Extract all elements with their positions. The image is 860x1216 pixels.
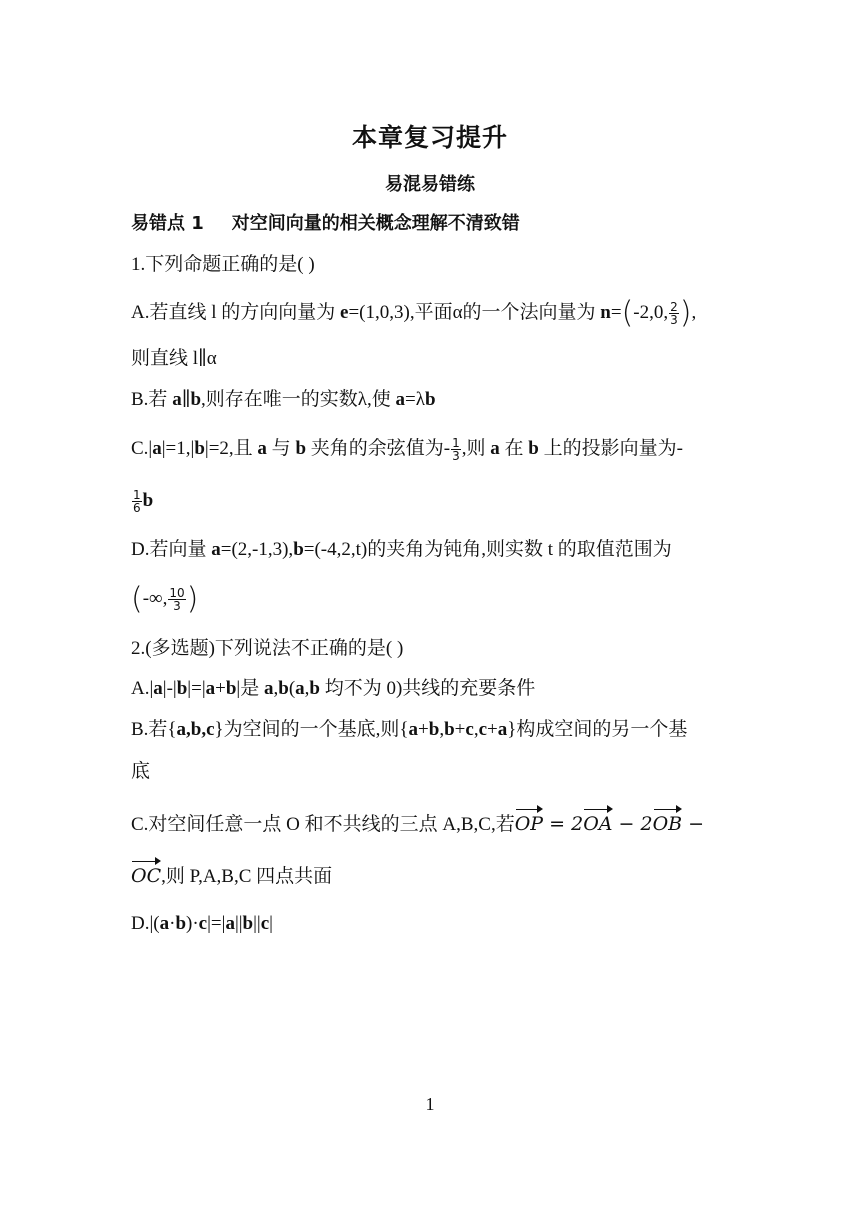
q2-option-d: D.|(a·b)·c|=|a||b||c| — [131, 913, 273, 934]
q1-option-d-line2: (-∞, $\frac{10}{3}$ ) — [131, 581, 199, 617]
fraction-one-third: $\frac{1}{3}$ — [452, 436, 460, 464]
q2-option-c-line2: OC,则 P,A,B,C 四点共面 — [131, 865, 333, 887]
vector-oc: OC — [131, 865, 162, 887]
q2-option-c-line1: C.对空间任意一点 O 和不共线的三点 A,B,C,若OP = 2OA − 2OB − — [131, 813, 705, 835]
q1-option-b: B.若 a∥b,则存在唯一的实数λ,使 a=λb — [131, 389, 436, 410]
vector-op: OP — [514, 813, 544, 835]
q1-option-a-line1: A.若直线 l 的方向向量为 e=(1,0,3),平面α的一个法向量为 n=(-2,0, $\frac{2}{3}$ ), — [131, 295, 697, 331]
section-text: 对空间向量的相关概念理解不清致错 — [231, 213, 520, 234]
q1-stem: 1.下列命题正确的是( ) — [131, 254, 315, 275]
chapter-title: 本章复习提升 — [351, 123, 508, 152]
q2-option-b-line1: B.若{a,b,c}为空间的一个基底,则{a+b,b+c,c+a}构成空间的另一个基 — [131, 719, 688, 740]
subtitle: 易混易错练 — [385, 174, 475, 195]
q1-option-d-line1: D.若向量 a=(2,-1,3),b=(-4,2,t)的夹角为钝角,则实数 t 的取值范围为 — [131, 539, 672, 560]
q1-option-c-line2: $\frac{1}{6}$ b — [133, 488, 154, 516]
section-heading — [131, 209, 520, 235]
q1-option-a-line2: 则直线 l∥α — [131, 348, 217, 369]
fraction-two-thirds: $\frac{2}{3}$ — [670, 300, 678, 328]
fraction-ten-thirds: $\frac{10}{3}$ — [169, 586, 185, 614]
vector-ob: OB — [652, 813, 683, 835]
q2-option-b-line2: 底 — [131, 761, 151, 782]
fraction-one-sixth: $\frac{1}{6}$ — [133, 488, 141, 516]
q2-stem: 2.(多选题)下列说法不正确的是( ) — [131, 638, 404, 659]
section-label: 易错点 1 — [131, 213, 204, 234]
q2-option-a: A.|a|-|b|=|a+b|是 a,b(a,b 均不为 0)共线的充要条件 — [131, 678, 536, 699]
q1-option-c-line1: C.|a|=1,|b|=2,且 a 与 b 夹角的余弦值为- $\frac{1}{3}$ ,则 a 在 b 上的投影向量为- — [131, 436, 683, 464]
page-number: 1 — [425, 1094, 435, 1114]
vector-oa: OA — [583, 813, 613, 835]
